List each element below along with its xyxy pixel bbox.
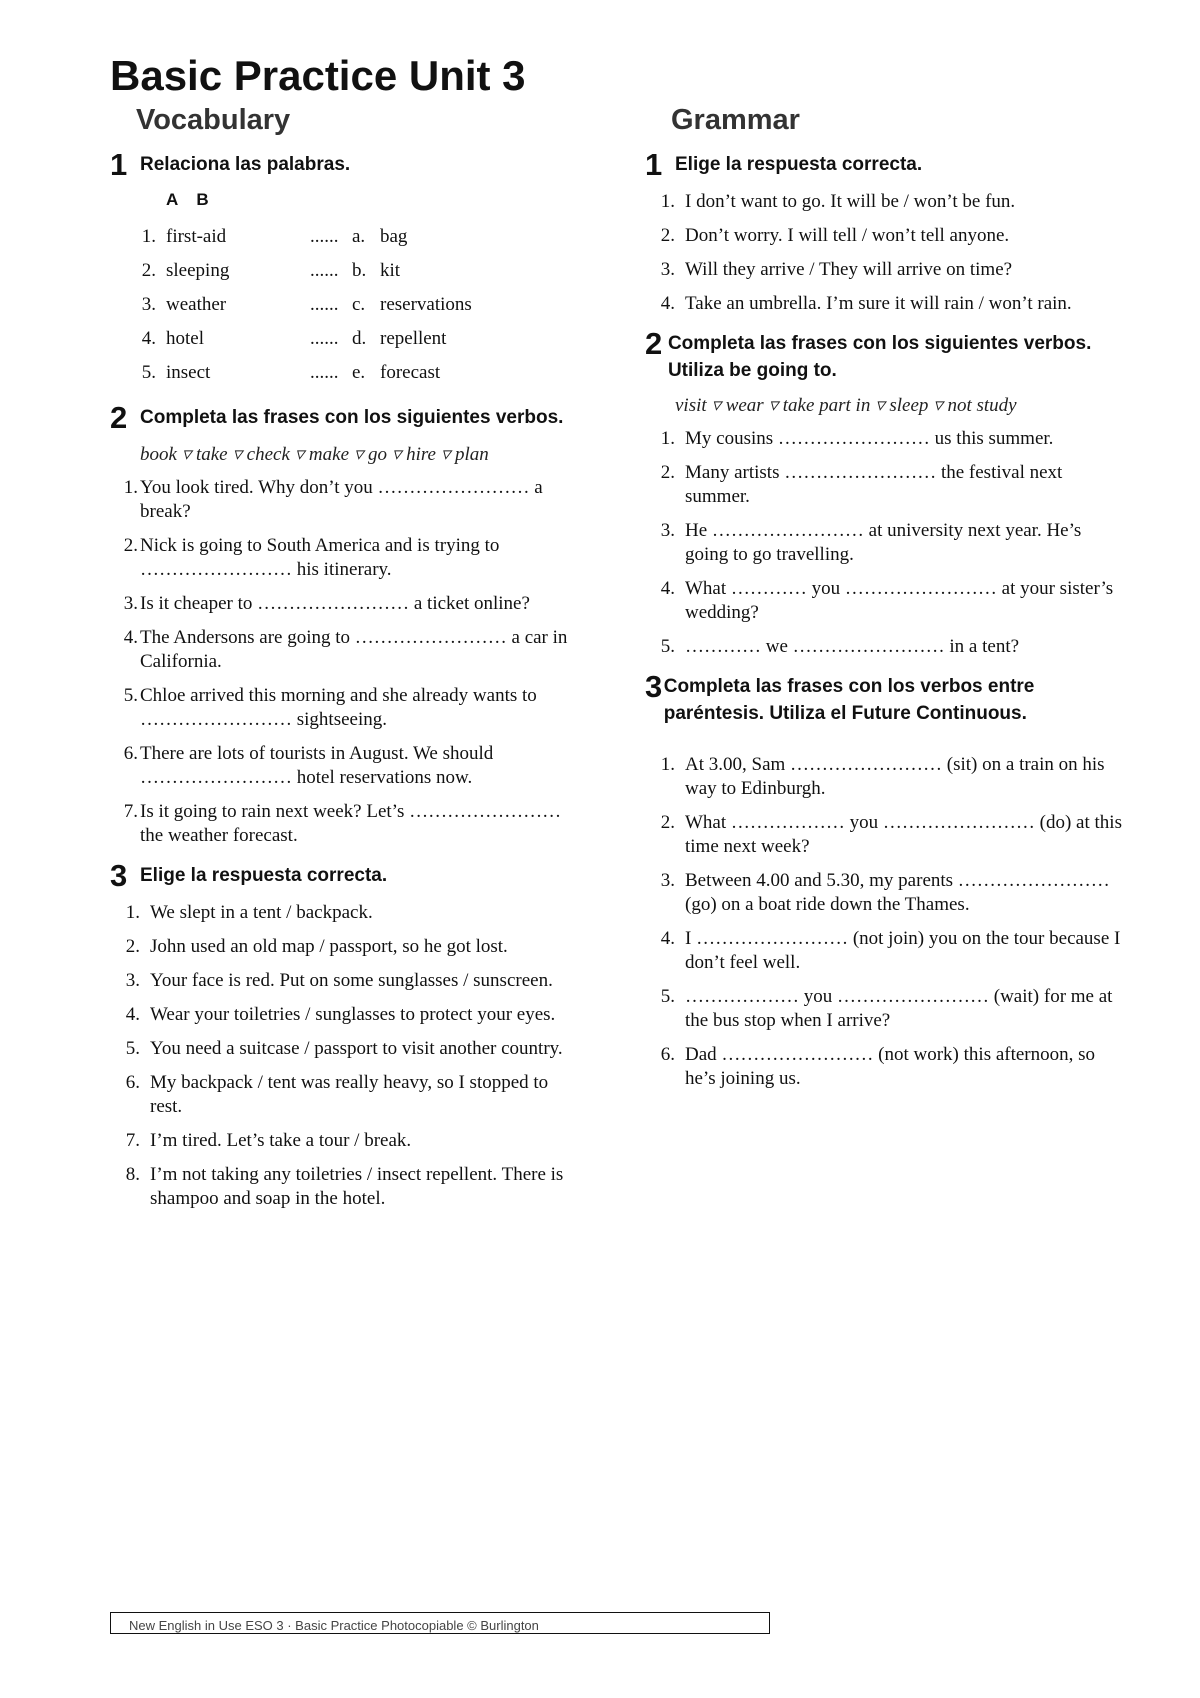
vocab-exercise-2 <box>110 400 580 848</box>
item-text: What ……………… you …………………… (do) at this time next week? <box>685 812 1122 857</box>
match-row <box>110 254 580 288</box>
question-list <box>645 190 1125 316</box>
answer-blank[interactable]: ...... <box>310 226 339 247</box>
list-item <box>110 1071 580 1119</box>
list-item <box>110 742 580 790</box>
exercise-number: 3 <box>645 669 663 704</box>
list-item <box>645 292 1125 316</box>
item-number: 3. <box>660 870 675 891</box>
column-b-word: reservations <box>380 294 472 315</box>
column-b-word: forecast <box>380 362 441 383</box>
item-number: 3. <box>125 970 140 991</box>
question-list <box>645 427 1125 659</box>
grammar-exercise-3 <box>645 669 1125 1091</box>
answer-blank[interactable]: ...... <box>310 328 339 349</box>
item-letter: e. <box>352 362 366 383</box>
list-item <box>110 901 580 925</box>
exercise-instruction: Completa las frases con los verbos entre paréntesis. Utiliza el Future Continuous. <box>663 676 1035 724</box>
match-row <box>110 220 580 254</box>
item-number: 4. <box>123 627 138 648</box>
list-item <box>645 519 1125 567</box>
item-number: 6. <box>125 1072 140 1093</box>
exercise-instruction: Completa las frases con los siguientes verbos. <box>140 407 564 428</box>
list-item <box>645 869 1125 917</box>
item-text: You need a suitcase / passport to visit another country. <box>150 1038 563 1059</box>
exercise-instruction: Elige la respuesta correcta. <box>140 865 388 886</box>
column-b-header: B <box>196 190 209 209</box>
list-item <box>645 427 1125 451</box>
column-b-word: repellent <box>380 328 447 349</box>
item-number: 2. <box>660 462 675 483</box>
item-text: John used an old map / passport, so he got lost. <box>150 936 508 957</box>
list-item <box>645 985 1125 1033</box>
column-a-word: first-aid <box>166 226 227 247</box>
column-a-header: A <box>166 190 178 209</box>
exercise-instruction: Elige la respuesta correcta. <box>675 154 923 175</box>
item-number: 1. <box>141 226 156 247</box>
column-b-word: bag <box>380 226 408 247</box>
item-number: 1. <box>660 191 675 212</box>
list-item <box>110 1003 580 1027</box>
item-number: 4. <box>660 293 675 314</box>
item-number: 4. <box>660 578 675 599</box>
item-number: 3. <box>660 520 675 541</box>
list-item <box>110 1037 580 1061</box>
exercise-number: 1 <box>645 147 663 182</box>
item-text: I’m not taking any toiletries / insect repellent. There is shampoo and soap in the hotel. <box>150 1164 564 1209</box>
list-item <box>110 626 580 674</box>
answer-blank[interactable]: ...... <box>310 294 339 315</box>
list-item <box>110 476 580 524</box>
item-text: Is it cheaper to …………………… a ticket online? <box>140 593 530 614</box>
exercise-number: 3 <box>110 858 128 893</box>
list-item <box>645 927 1125 975</box>
list-item <box>645 258 1125 282</box>
item-text: Will they arrive / They will arrive on time? <box>685 259 1013 280</box>
list-item <box>645 577 1125 625</box>
question-list <box>110 901 580 1211</box>
match-row <box>110 322 580 356</box>
item-number: 3. <box>123 593 138 614</box>
list-item <box>110 800 580 848</box>
item-number: 3. <box>660 259 675 280</box>
item-number: 4. <box>660 928 675 949</box>
word-bank: book ▿ take ▿ check ▿ make ▿ go ▿ hire ▿ plan <box>140 444 489 465</box>
item-text: Don’t worry. I will tell / won’t tell anyone. <box>685 225 1010 246</box>
list-item <box>645 461 1125 509</box>
item-number: 2. <box>660 225 675 246</box>
item-text: I …………………… (not join) you on the tour because I don’t feel well. <box>685 928 1121 973</box>
item-text: Nick is going to South America and is trying to …………………… his itinerary. <box>140 535 500 580</box>
item-number: 6. <box>123 743 138 764</box>
list-item <box>645 224 1125 248</box>
item-number: 5. <box>123 685 138 706</box>
item-text: At 3.00, Sam …………………… (sit) on a train on his way to Edinburgh. <box>685 754 1105 799</box>
item-number: 2. <box>141 260 156 281</box>
item-text: My cousins …………………… us this summer. <box>685 428 1054 449</box>
list-item <box>110 534 580 582</box>
item-number: 7. <box>123 801 138 822</box>
item-text: Chloe arrived this morning and she already wants to …………………… sightseeing. <box>140 685 537 730</box>
page-title: Basic Practice Unit 3 <box>110 52 526 99</box>
item-number: 5. <box>125 1038 140 1059</box>
list-item <box>645 1043 1125 1091</box>
item-number: 1. <box>660 428 675 449</box>
list-item <box>110 1129 580 1153</box>
footer-credit: New English in Use ESO 3 · Basic Practice Photocopiable © Burlington <box>110 1612 770 1634</box>
column-a-word: sleeping <box>166 260 230 281</box>
item-text: He …………………… at university next year. He’s going to go travelling. <box>685 520 1082 565</box>
item-letter: a. <box>352 226 366 247</box>
item-number: 4. <box>125 1004 140 1025</box>
question-list <box>110 476 580 848</box>
item-number: 2. <box>125 936 140 957</box>
item-number: 6. <box>660 1044 675 1065</box>
list-item <box>110 684 580 732</box>
item-text: Between 4.00 and 5.30, my parents …………………… (go) on a boat ride down the Thames. <box>685 870 1110 915</box>
list-item <box>645 635 1125 659</box>
column-a-word: weather <box>166 294 227 315</box>
item-number: 3. <box>141 294 156 315</box>
item-number: 2. <box>123 535 138 556</box>
item-text: We slept in a tent / backpack. <box>150 902 373 923</box>
item-letter: d. <box>352 328 367 349</box>
exercise-number: 2 <box>110 400 128 435</box>
item-number: 5. <box>660 986 675 1007</box>
item-number: 1. <box>123 477 138 498</box>
item-text: I’m tired. Let’s take a tour / break. <box>150 1130 412 1151</box>
item-number: 8. <box>125 1164 140 1185</box>
grammar-heading: Grammar <box>671 104 800 136</box>
grammar-section <box>645 104 1125 1105</box>
item-text: ………… we …………………… in a tent? <box>685 636 1020 657</box>
item-text: Wear your toiletries / sunglasses to protect your eyes. <box>150 1004 556 1025</box>
item-text: My backpack / tent was really heavy, so I stopped to rest. <box>150 1072 549 1117</box>
vocab-exercise-3 <box>110 858 580 1211</box>
item-number: 5. <box>660 636 675 657</box>
item-number: 7. <box>125 1130 140 1151</box>
item-text: ……………… you …………………… (wait) for me at the bus stop when I arrive? <box>685 986 1113 1031</box>
item-text: The Andersons are going to …………………… a car in California. <box>140 627 568 672</box>
item-text: There are lots of tourists in August. We should …………………… hotel reservations now. <box>140 743 494 788</box>
item-number: 5. <box>141 362 156 383</box>
item-text: What ………… you …………………… at your sister’s wedding? <box>685 578 1114 623</box>
exercise-number: 1 <box>110 147 128 182</box>
exercise-number: 2 <box>645 326 663 361</box>
column-a-word: insect <box>166 362 211 383</box>
word-bank: visit ▿ wear ▿ take part in ▿ sleep ▿ not study <box>675 395 1017 416</box>
column-a-word: hotel <box>166 328 204 349</box>
list-item <box>110 935 580 959</box>
list-item <box>110 1163 580 1211</box>
answer-blank[interactable]: ...... <box>310 260 339 281</box>
list-item <box>110 592 580 616</box>
match-row <box>110 288 580 322</box>
item-number: 1. <box>125 902 140 923</box>
item-text: I don’t want to go. It will be / won’t be fun. <box>685 191 1016 212</box>
vocab-exercise-1 <box>110 147 580 390</box>
match-row <box>110 356 580 390</box>
item-number: 1. <box>660 754 675 775</box>
item-text: You look tired. Why don’t you …………………… a break? <box>140 477 543 522</box>
item-text: Is it going to rain next week? Let’s …………………… the weather forecast. <box>140 801 562 846</box>
column-b-word: kit <box>380 260 401 281</box>
question-list <box>645 753 1125 1091</box>
item-letter: c. <box>352 294 366 315</box>
grammar-exercise-2 <box>645 326 1125 659</box>
exercise-instruction: Relaciona las palabras. <box>140 154 351 175</box>
answer-blank[interactable]: ...... <box>310 362 339 383</box>
list-item <box>110 969 580 993</box>
list-item <box>645 753 1125 801</box>
item-number: 4. <box>141 328 156 349</box>
item-letter: b. <box>352 260 367 281</box>
exercise-instruction: Completa las frases con los siguientes verbos. Utiliza be going to. <box>667 333 1092 381</box>
item-text: Take an umbrella. I’m sure it will rain / won’t rain. <box>685 293 1072 314</box>
grammar-exercise-1 <box>645 147 1125 316</box>
column-headers <box>166 190 580 210</box>
list-item <box>645 811 1125 859</box>
item-text: Many artists …………………… the festival next summer. <box>685 462 1063 507</box>
vocabulary-section <box>110 104 580 1225</box>
vocabulary-heading: Vocabulary <box>136 104 291 136</box>
item-text: Dad …………………… (not work) this afternoon, so he’s joining us. <box>685 1044 1096 1089</box>
list-item <box>645 190 1125 214</box>
item-number: 2. <box>660 812 675 833</box>
item-text: Your face is red. Put on some sunglasses / sunscreen. <box>150 970 553 991</box>
